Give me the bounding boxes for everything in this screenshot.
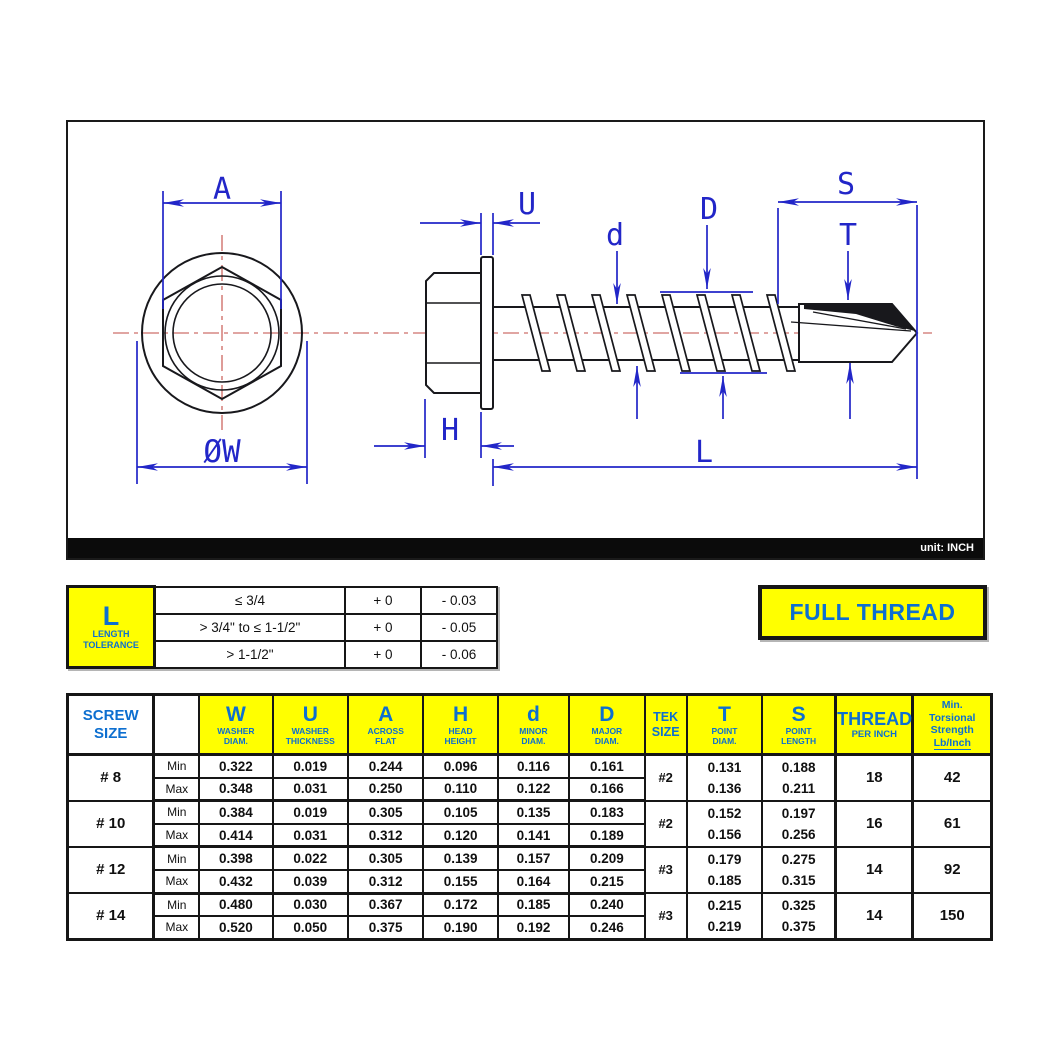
full-thread-label: FULL THREAD (789, 599, 956, 625)
tolerance-letter: L (102, 601, 120, 631)
header-caption: DIAM. (223, 736, 248, 746)
cell-max-value: 0.031 (273, 778, 348, 801)
cell-point-diam-value: 0.179 (707, 852, 742, 868)
cell-min-value: 0.185 (498, 893, 569, 916)
cell-point-diam-value: 0.136 (707, 780, 742, 796)
cell-screw-size: # 14 (68, 893, 154, 939)
cell-max-value: 0.375 (348, 916, 423, 939)
label-across-flat: A (212, 172, 232, 207)
cell-max-value: 0.031 (273, 824, 348, 847)
cell-max-value: 0.141 (498, 824, 569, 847)
header-caption: LENGTH (781, 736, 817, 746)
cell-min-value: 0.096 (423, 755, 497, 778)
unit-bar (68, 538, 983, 558)
header-caption: THICKNESS (285, 736, 335, 746)
tolerance-minus: - 0.03 (421, 587, 497, 614)
tolerance-plus: + 0 (345, 641, 421, 668)
side-view (426, 257, 917, 409)
cell-tek-size: #3 (645, 893, 687, 939)
tolerance-plus: + 0 (345, 587, 421, 614)
cell-point-diam (687, 893, 762, 939)
cell-point-diam-value: 0.152 (707, 806, 742, 822)
cell-min-value: 0.105 (423, 801, 497, 824)
spec-table (66, 693, 993, 941)
header-washer-diam (199, 695, 272, 755)
label-point-diam: T (838, 218, 858, 253)
cell-point-length (762, 893, 835, 939)
cell-point-length (762, 755, 835, 801)
cell-max-value: 0.120 (423, 824, 497, 847)
header-letter: d (527, 703, 540, 726)
header-caption: ACROSS (367, 726, 404, 736)
tolerance-minus: - 0.05 (421, 614, 497, 641)
spec-row-min (68, 847, 992, 870)
header-text: SCREW (82, 706, 139, 724)
cell-point-length (762, 801, 835, 847)
washer-flange (481, 257, 493, 409)
cell-min-label: Min (154, 801, 199, 824)
cell-min-value: 0.367 (348, 893, 423, 916)
cell-min-value: 0.398 (199, 847, 272, 870)
cell-screw-size: # 10 (68, 801, 154, 847)
cell-tek-size: #2 (645, 801, 687, 847)
tolerance-caption-2: TOLERANCE (83, 640, 139, 650)
cell-point-diam-value: 0.131 (707, 760, 742, 776)
header-point-diam (687, 695, 762, 755)
header-caption: DIAM. (712, 736, 737, 746)
header-text: Strength (930, 724, 974, 737)
spec-row-min (68, 893, 992, 916)
cell-point-length-value: 0.315 (781, 872, 816, 888)
tolerance-range: > 3/4" to ≤ 1-1/2" (155, 614, 346, 641)
cell-min-value: 0.019 (273, 801, 348, 824)
full-thread-badge (758, 585, 987, 640)
cell-min-value: 0.305 (348, 847, 423, 870)
header-caption: DIAM. (521, 736, 546, 746)
cell-max-value: 0.312 (348, 824, 423, 847)
header-text: SIZE (94, 724, 128, 742)
header-text: Min. (941, 699, 963, 712)
cell-min-label: Min (154, 847, 199, 870)
cell-point-diam-value: 0.215 (707, 898, 742, 914)
tolerance-caption-1: LENGTH (92, 629, 130, 639)
cell-min-value: 0.019 (273, 755, 348, 778)
cell-min-value: 0.384 (199, 801, 272, 824)
cell-min-value: 0.209 (569, 847, 644, 870)
cell-max-value: 0.189 (569, 824, 644, 847)
cell-point-diam-value: 0.156 (707, 826, 742, 842)
cell-thread-per-inch: 16 (836, 801, 913, 847)
tolerance-plus: + 0 (345, 614, 421, 641)
cell-max-value: 0.110 (423, 778, 497, 801)
cell-max-value: 0.190 (423, 916, 497, 939)
spec-row-min (68, 755, 992, 778)
cell-max-value: 0.122 (498, 778, 569, 801)
spec-table-body (68, 755, 992, 940)
cell-min-value: 0.172 (423, 893, 497, 916)
cell-min-value: 0.240 (569, 893, 644, 916)
tolerance-header-cell (68, 587, 155, 668)
cell-max-value: 0.432 (199, 870, 272, 893)
label-head-height: H (440, 413, 460, 448)
cell-point-length-value: 0.256 (781, 826, 816, 842)
cell-point-length (762, 847, 835, 893)
header-text: THREAD (837, 708, 913, 729)
label-major-diam: D (699, 192, 719, 227)
cell-thread-per-inch: 14 (836, 893, 913, 939)
cell-max-label: Max (154, 778, 199, 801)
label-washer-thickness: U (517, 187, 537, 222)
cell-min-label: Min (154, 755, 199, 778)
cell-screw-size: # 8 (68, 755, 154, 801)
cell-min-value: 0.135 (498, 801, 569, 824)
cell-max-value: 0.312 (348, 870, 423, 893)
header-caption: HEIGHT (444, 736, 477, 746)
technical-drawing-frame (66, 120, 985, 560)
cell-point-diam-value: 0.219 (707, 918, 742, 934)
cell-torsional-strength: 61 (913, 801, 992, 847)
header-head-height (423, 695, 497, 755)
header-major-diam (569, 695, 644, 755)
header-screw-size (68, 695, 154, 755)
header-minor-diam (498, 695, 569, 755)
cell-min-value: 0.022 (273, 847, 348, 870)
cell-max-value: 0.192 (498, 916, 569, 939)
header-text: Lb/Inch (933, 736, 971, 749)
cell-tek-size: #3 (645, 847, 687, 893)
cell-screw-size: # 12 (68, 847, 154, 893)
cell-min-value: 0.480 (199, 893, 272, 916)
label-point-length: S (836, 167, 856, 202)
header-point-length (762, 695, 835, 755)
cell-min-label: Min (154, 893, 199, 916)
tolerance-minus: - 0.06 (421, 641, 497, 668)
header-thread-per-inch (836, 695, 913, 755)
header-letter: H (453, 703, 469, 726)
unit-label: unit: INCH (920, 542, 974, 554)
header-text: PER INCH (851, 728, 897, 740)
label-minor-diam: d (605, 218, 625, 253)
header-caption: MINOR (519, 726, 548, 736)
header-text: Torsional (929, 711, 976, 724)
cell-max-value: 0.348 (199, 778, 272, 801)
cell-point-length-value: 0.325 (781, 898, 816, 914)
cell-max-label: Max (154, 824, 199, 847)
cell-thread-per-inch: 18 (836, 755, 913, 801)
cell-min-value: 0.244 (348, 755, 423, 778)
cell-torsional-strength: 92 (913, 847, 992, 893)
cell-max-value: 0.050 (273, 916, 348, 939)
cell-min-value: 0.030 (273, 893, 348, 916)
cell-max-value: 0.166 (569, 778, 644, 801)
header-caption: HEAD (448, 726, 473, 736)
cell-torsional-strength: 150 (913, 893, 992, 939)
cell-point-length-value: 0.188 (781, 760, 816, 776)
header-across-flat (348, 695, 423, 755)
cell-min-value: 0.161 (569, 755, 644, 778)
header-caption: MAJOR (591, 726, 623, 736)
cell-max-value: 0.164 (498, 870, 569, 893)
cell-max-label: Max (154, 916, 199, 939)
header-letter: T (718, 703, 731, 726)
cell-max-value: 0.414 (199, 824, 272, 847)
cell-min-value: 0.116 (498, 755, 569, 778)
cell-point-length-value: 0.197 (781, 806, 816, 822)
cell-point-diam (687, 801, 762, 847)
cell-point-length-value: 0.275 (781, 852, 816, 868)
header-caption: WASHER (291, 726, 329, 736)
cell-tek-size: #2 (645, 755, 687, 801)
cell-max-value: 0.155 (423, 870, 497, 893)
label-length: L (694, 435, 714, 470)
length-tolerance-table (66, 585, 498, 669)
spec-header-row (68, 695, 992, 755)
header-caption: DIAM. (594, 736, 619, 746)
cell-max-value: 0.250 (348, 778, 423, 801)
cell-min-value: 0.322 (199, 755, 272, 778)
cell-point-diam-value: 0.185 (707, 872, 742, 888)
header-caption: FLAT (375, 736, 397, 746)
cell-point-length-value: 0.211 (782, 780, 816, 796)
header-caption: POINT (711, 726, 738, 736)
cell-point-diam (687, 847, 762, 893)
cell-thread-per-inch: 14 (836, 847, 913, 893)
header-minmax (154, 695, 199, 755)
cell-min-value: 0.157 (498, 847, 569, 870)
header-text: TEK (653, 709, 679, 724)
header-tek-size (645, 695, 687, 755)
cell-max-value: 0.039 (273, 870, 348, 893)
header-letter: D (599, 703, 615, 726)
header-caption: WASHER (217, 726, 255, 736)
spec-row-min (68, 801, 992, 824)
cell-min-value: 0.183 (569, 801, 644, 824)
header-torsional-strength (913, 695, 992, 755)
header-letter: W (225, 703, 246, 726)
cell-point-length-value: 0.375 (781, 918, 816, 934)
screw-drawing (68, 122, 983, 538)
header-caption: POINT (785, 726, 812, 736)
label-washer-diam: ØW (203, 434, 241, 470)
header-letter: U (302, 703, 318, 726)
header-text: SIZE (651, 724, 680, 739)
front-view (142, 253, 302, 413)
header-letter: A (378, 703, 394, 726)
header-letter: S (791, 703, 806, 726)
cell-max-value: 0.215 (569, 870, 644, 893)
cell-max-value: 0.246 (569, 916, 644, 939)
cell-min-value: 0.305 (348, 801, 423, 824)
cell-torsional-strength: 42 (913, 755, 992, 801)
tolerance-range: > 1-1/2" (155, 641, 346, 668)
cell-max-label: Max (154, 870, 199, 893)
tolerance-range: ≤ 3/4 (155, 587, 346, 614)
cell-max-value: 0.520 (199, 916, 272, 939)
cell-min-value: 0.139 (423, 847, 497, 870)
header-washer-thickness (273, 695, 348, 755)
cell-point-diam (687, 755, 762, 801)
